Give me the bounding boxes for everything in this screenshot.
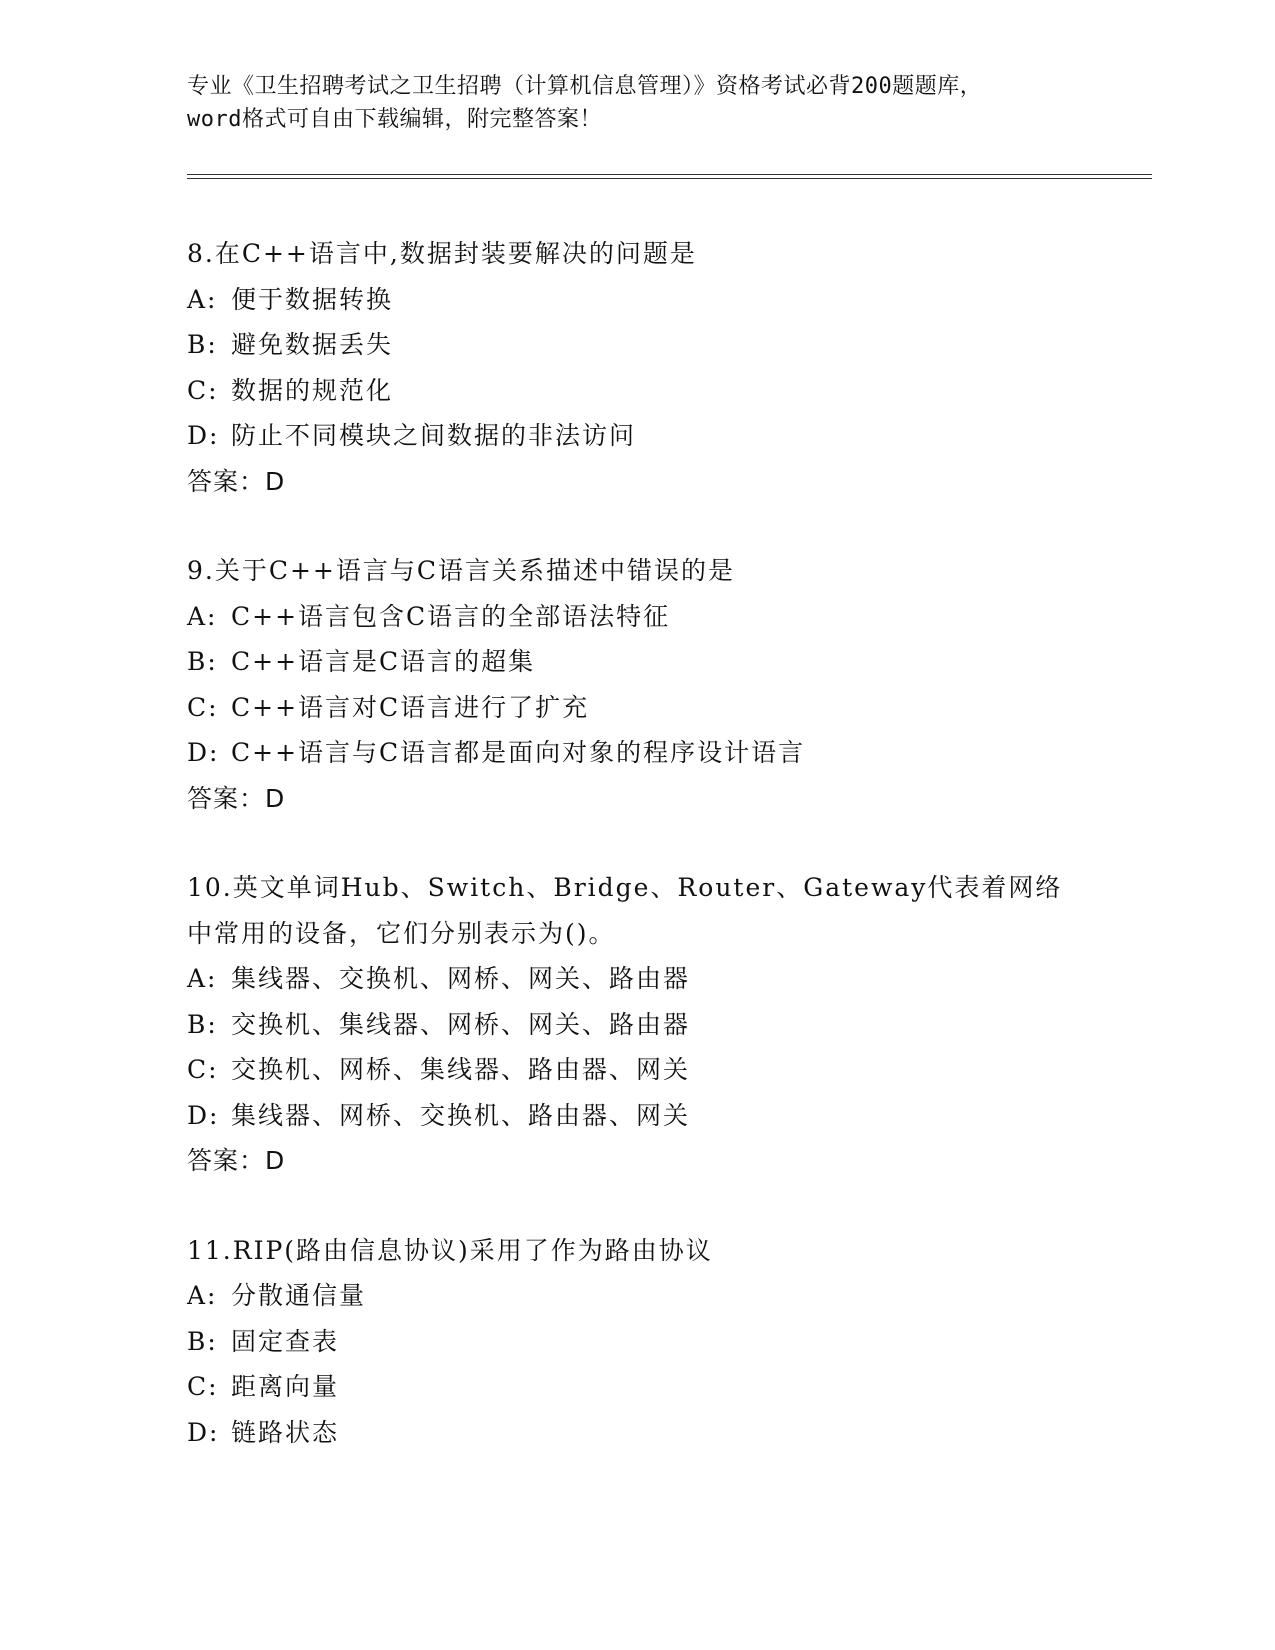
option-letter: D: [187,421,220,450]
option-letter: A: [187,284,218,314]
option-b [187,322,1147,368]
header-divider [187,174,1152,179]
option-d [187,1410,1147,1456]
option-text: 固定查表 [231,1326,340,1356]
option-c [187,368,1147,414]
question-stem: 8.在C++语言中,数据封装要解决的问题是 [187,239,697,268]
option-text: 距离向量 [231,1372,340,1401]
option-text: 便于数据转换 [231,284,394,314]
document-page [187,70,1147,1499]
option-a [187,594,1147,640]
option-d [187,413,1147,459]
answer-line: 答案：D [187,783,286,813]
answer-line: 答案：D [187,1146,286,1175]
option-letter: D: [187,1417,220,1447]
question-stem: 11.RIP(路由信息协议)采用了作为路由协议 [187,1235,713,1265]
option-letter: D: [187,738,220,767]
option-text: 链路状态 [231,1417,340,1447]
option-letter: B: [187,330,218,359]
option-text: 集线器、交换机、网桥、网关、路由器 [231,964,691,993]
option-a [187,277,1147,323]
option-letter: B: [187,1009,218,1039]
option-b [187,639,1147,685]
option-a [187,1273,1147,1319]
option-c [187,685,1147,731]
question-block [187,865,1147,1184]
option-text: 交换机、集线器、网桥、网关、路由器 [231,1009,691,1039]
option-text: C++语言对C语言进行了扩充 [231,692,590,722]
option-text: 集线器、网桥、交换机、路由器、网关 [231,1100,691,1130]
option-text: C++语言是C语言的超集 [231,647,536,676]
option-text: C++语言包含C语言的全部语法特征 [231,601,671,631]
option-letter: C: [187,375,219,405]
option-letter: C: [187,1372,219,1401]
header-line-1: 专业《卫生招聘考试之卫生招聘（计算机信息管理）》资格考试必背200题题库， [187,74,983,99]
option-letter: A: [187,1281,218,1310]
option-text: 避免数据丢失 [231,330,394,359]
question-block [187,548,1147,821]
header-line-2: word格式可自由下载编辑，附完整答案！ [187,107,602,132]
option-letter: A: [187,964,218,993]
question-stem: 9.关于C++语言与C语言关系描述中错误的是 [187,556,736,585]
question-block [187,231,1147,504]
option-letter: B: [187,647,218,676]
option-text: C++语言与C语言都是面向对象的程序设计语言 [231,738,806,767]
option-text: 数据的规范化 [231,375,394,405]
question-block [187,1228,1147,1456]
option-letter: A: [187,601,218,631]
question-stem: 10.英文单词Hub、Switch、Bridge、Router、Gateway代表着网络中常用的设备，它们分别表示为()。 [187,873,1063,948]
option-b [187,1319,1147,1365]
option-d [187,1093,1147,1139]
option-letter: C: [187,692,219,722]
option-text: 分散通信量 [231,1281,367,1310]
document-header [187,70,1147,136]
option-b [187,1002,1147,1048]
option-c [187,1364,1147,1410]
question-list [187,231,1147,1455]
option-letter: D: [187,1100,220,1130]
option-text: 防止不同模块之间数据的非法访问 [231,421,637,450]
option-d [187,730,1147,776]
option-letter: C: [187,1055,219,1084]
option-text: 交换机、网桥、集线器、路由器、网关 [231,1055,691,1084]
option-letter: B: [187,1326,218,1356]
answer-line: 答案：D [187,466,286,496]
option-a [187,956,1147,1002]
option-c [187,1047,1147,1093]
